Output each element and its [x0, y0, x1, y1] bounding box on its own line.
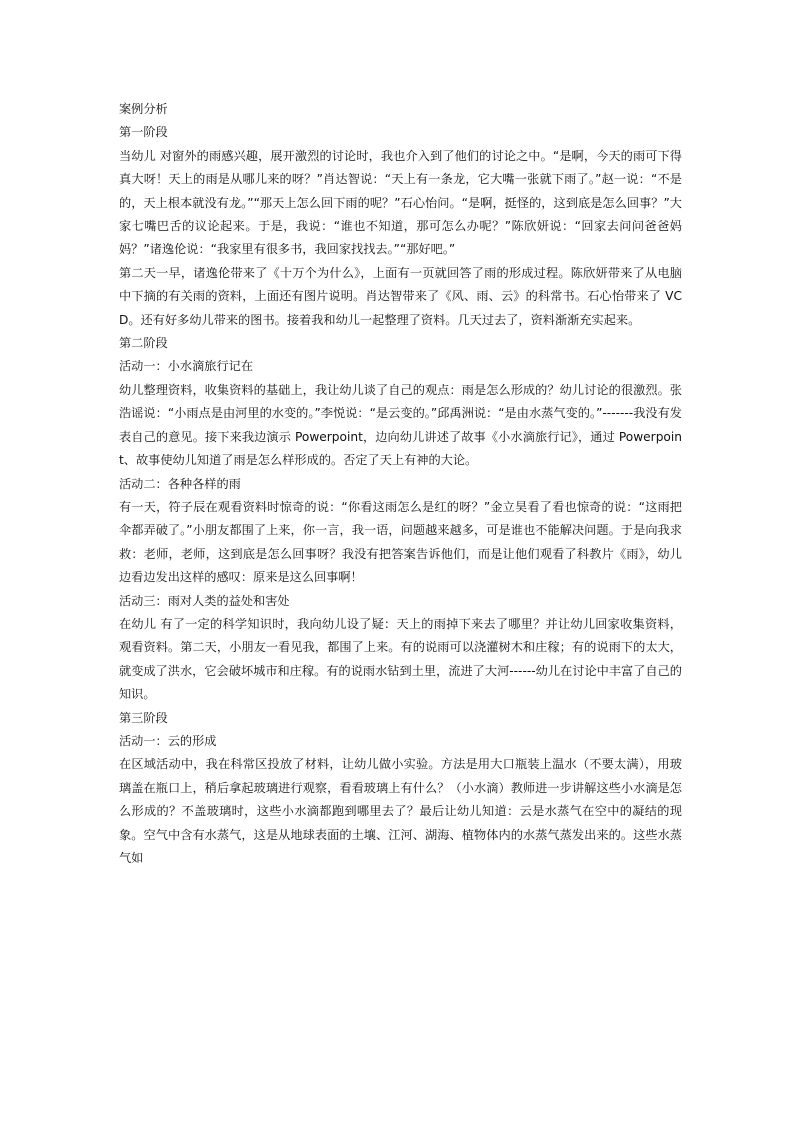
section-heading: 第一阶段: [119, 125, 168, 140]
document-title: 案例分析: [119, 102, 168, 116]
paragraph: 幼儿整理资料，收集资料的基础上，我让幼儿谈了自己的观点：雨是怎么形成的？幼儿讨论的很激烈。张浩谣说：“小雨点是由河里的水变的。”李悦说：“是云变的。”邱禹洲说：“是由水蒸气变的。”-------我没有发表自己的意见。接下来我边演示 Powerpoint，边向幼儿讲述了故事《小水滴旅行记》，通过 Powerpoint、故事使幼儿知道了雨是怎么样形成的。否定了天上有神的大论。: [119, 382, 682, 468]
paragraph: 在幼儿 有了一定的科学知识时，我向幼儿设了疑：天上的雨掉下来去了哪里？并让幼儿回家收集资料，观看资料。第二天，小朋友一看见我，都围了上来。有的说雨可以浇灌树木和庄稼；有的说雨下的太大，就变成了洪水，它会破坏城市和庄稼。有的说雨水钻到土里，流进了大河------幼儿在讨论中丰富了自己的知识。: [119, 616, 682, 702]
section-heading: 第二阶段: [119, 336, 168, 351]
paragraph: 有一天，符子辰在观看资料时惊奇的说：“你看这雨怎么是红的呀？”金立昊看了看也惊奇的说：“这雨把伞都弄破了。”小朋友都围了上来，你一言，我一语，问题越来越多，可是谁也不能解决问题。于是向我求救：老师，老师，这到底是怎么回事呀？我没有把答案告诉他们，而是让他们观看了科教片《雨》，幼儿边看边发出这样的感叹：原来是这么回事啊！: [119, 499, 682, 585]
document-body: [119, 98, 682, 870]
paragraph: 在区域活动中，我在科常区投放了材料，让幼儿做小实验。方法是用大口瓶装上温水（不要太满），用玻璃盖在瓶口上，稍后拿起玻璃进行观察，看看玻璃上有什么？（小水滴）教师进一步讲解这些小水滴是怎么形成的？不盖玻璃时，这些小水滴都跑到哪里去了？最后让幼儿知道：云是水蒸气在空中的凝结的现象。空气中含有水蒸气，这是从地球表面的土壤、江河、湖海、植物体内的水蒸气蒸发出来的。这些水蒸气如: [119, 757, 682, 865]
activity-heading: 活动一：云的形成: [119, 733, 217, 748]
paragraph: 当幼儿 对窗外的雨感兴趣，展开激烈的讨论时，我也介入到了他们的讨论之中。“是啊，今天的雨可下得真大呀！天上的雨是从哪儿来的呀？”肖达智说：“天上有一条龙，它大嘴一张就下雨了。”赵一说：“不是的，天上根本就没有龙。”“那天上怎么回下雨的呢？”石心怡问。“是啊，挺怪的，这到底是怎么回事？”大家七嘴巴舌的议论起来。于是，我说：“谁也不知道，那可怎么办呢？”陈欣妍说：“回家去问问爸爸妈妈？”诸逸伦说：“我家里有很多书，我回家找找去。”“那好吧。”: [119, 148, 682, 257]
paragraph: 第二天一早，诸逸伦带来了《十万个为什么》，上面有一页就回答了雨的形成过程。陈欣妍带来了从电脑中下摘的有关雨的资料，上面还有图片说明。肖达智带来了《风、雨、云》的科常书。石心怡带来了 VCD。还有好多幼儿带来的图书。接着我和幼儿一起整理了资料。几天过去了，资料渐渐充实起来。: [119, 265, 682, 327]
activity-heading: 活动二：各种各样的雨: [119, 476, 241, 491]
activity-heading: 活动三：雨对人类的益处和害处: [119, 593, 290, 608]
activity-heading: 活动一：小水滴旅行记在: [119, 359, 254, 374]
section-heading: 第三阶段: [119, 710, 168, 725]
